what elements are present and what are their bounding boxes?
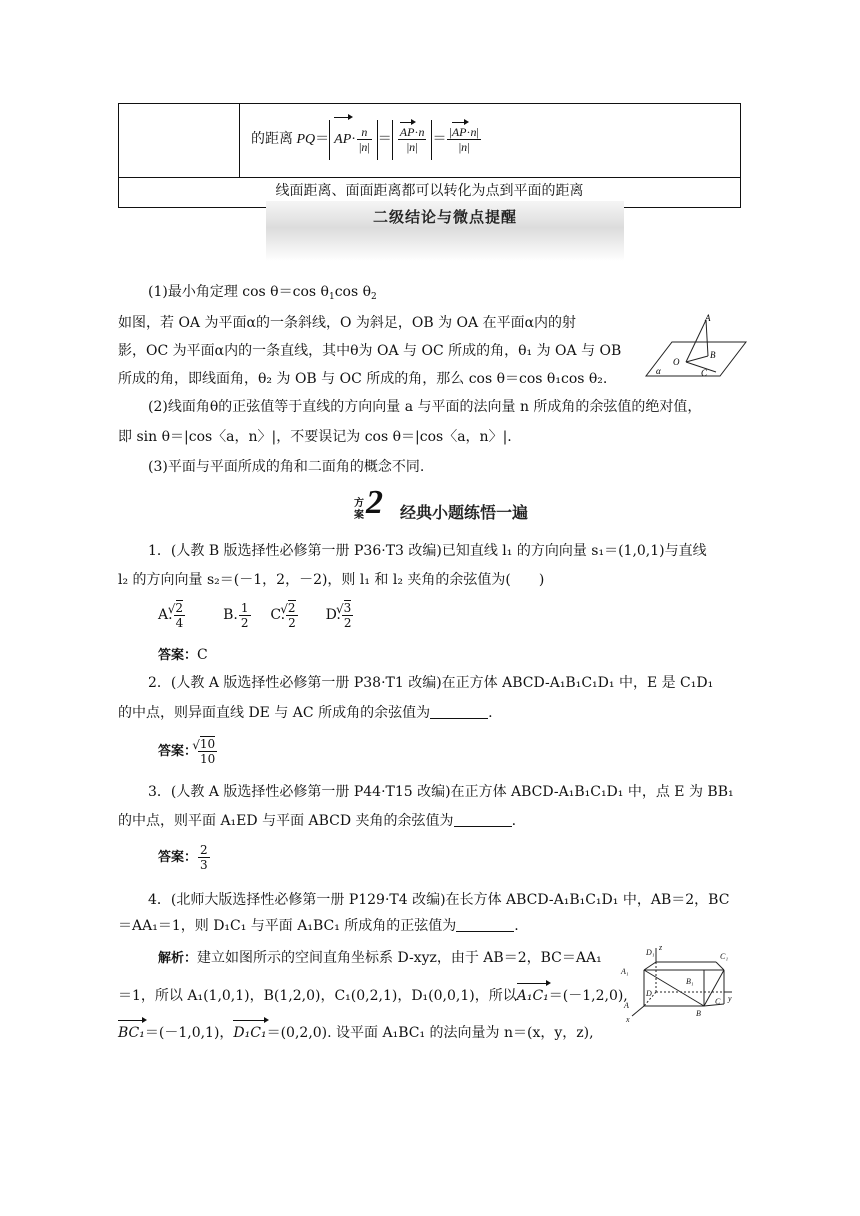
problem-2-line2 (118, 703, 742, 723)
solution-line3a: ＝(－1,0,1)， (144, 1025, 234, 1041)
label-a: A (624, 1001, 629, 1010)
option-d-num: √ 3 (344, 600, 351, 615)
label-alpha: α (656, 366, 661, 376)
problem-4-line1: 4．(北师大版选择性必修第一册 P129·T4 改编)在长方体 ABCD-A₁B₁C₁D₁ 中，AB＝2，BC (148, 892, 730, 908)
solution-line3 (118, 1023, 608, 1043)
conclusion-1-line1: 如图，若 OA 为平面α的一条斜线，O 为斜足，OB 为 OA 在平面α内的射 (118, 315, 577, 331)
answer-blank[interactable] (456, 917, 514, 932)
answer-blank[interactable] (430, 704, 488, 719)
table-row2-text: 线面距离、面面距离都可以转化为点到平面的距离 (275, 183, 584, 199)
section2-title: 经典小题练悟一遍 (400, 503, 529, 522)
answer-num: 2 (200, 842, 208, 857)
conclusion-2-line1: (2)线面角θ的正弦值等于直线的方向向量 a 与平面的法向量 n 所成角的余弦值的绝对值， (148, 399, 702, 415)
option-c-label: C. (270, 607, 286, 623)
conclusion-1-line3: 所成的角，即线面角，θ₂ 为 OB 与 OC 所成的角，那么 cos θ＝cos θ₁cos θ₂. (118, 371, 608, 387)
problem-4-line2 (118, 916, 742, 936)
option-a-label: A. (158, 607, 173, 623)
problem-3-period: . (511, 813, 517, 829)
problem-2-line1: 2．(人教 A 版选择性必修第一册 P38·T1 改编)在正方体 ABCD-A₁B₁C₁D₁ 中，E 是 C₁D₁ (148, 675, 714, 691)
solution-line2b: ＝(－1,2,0), (548, 988, 628, 1004)
segment-ab (706, 320, 708, 356)
option-b-den: 2 (240, 615, 249, 630)
problem-3-answer (158, 838, 782, 877)
solution-line1-text: 建立如图所示的空间直角坐标系 D-xyz，由于 AB＝2，BC＝AA₁ (197, 950, 602, 966)
conclusion-2-line2: 即 sin θ＝|cos〈a，n〉|，不要误记为 cos θ＝|cos〈a，n〉|. (118, 429, 512, 445)
problem-2-answer (158, 732, 782, 771)
segment-oa (686, 320, 706, 362)
option-b[interactable] (223, 600, 256, 630)
solution-label: 解析： (158, 951, 198, 966)
pq-label: PQ (296, 132, 316, 147)
vector-d1c1: D₁C₁ (233, 1025, 267, 1041)
final-fraction: $\frac{|AP\cdot n|}{|n|}$ (449, 125, 479, 155)
label-x: x (626, 1015, 630, 1024)
solution-line1 (158, 948, 618, 969)
distance-label: 的距离 (251, 132, 297, 147)
label-b: B (710, 350, 716, 360)
option-a[interactable] (158, 600, 191, 630)
option-c-den: 2 (288, 615, 296, 630)
abs-ap-n-over-norm: AP· $\frac{n}{|n|}$ (329, 120, 378, 160)
section2-tag-bottom: 案 (354, 510, 364, 521)
problem-2-period: . (488, 705, 493, 721)
solution-line2a: ＝1，所以 A₁(1,0,1)，B(1,2,0)，C₁(0,2,1)，D₁(0,0,1)，所以 (118, 988, 517, 1004)
solution-line3b: ＝(0,2,0). 设平面 A₁BC₁ 的法向量为 n＝(x，y，z), (266, 1025, 594, 1041)
option-d-den: 2 (343, 615, 352, 630)
solution-line2 (118, 986, 628, 1006)
label-c1: C₁ (720, 952, 729, 961)
problem-3-line2-text: 的中点，则平面 A₁ED 与平面 ABCD 夹角的余弦值为 (118, 813, 454, 829)
label-d: D (646, 989, 652, 998)
answer-den: 3 (200, 857, 208, 872)
conclusion-1-title-text: (1)最小角定理 cos θ＝cos θ (148, 284, 329, 300)
option-b-num: 1 (240, 600, 249, 615)
problem-2-line2-text: 的中点，则异面直线 DE 与 AC 所成角的余弦值为 (118, 705, 431, 721)
option-b-label: B. (223, 607, 238, 623)
conclusion-1-title: (1)最小角定理 cos θ＝cos $\theta_1\cos$ $\theta_2$ (148, 284, 377, 302)
table-row1-formula: 的距离 PQ＝ AP· $\frac{n}{|n|}$ ＝ $\frac{AP\cdot n}{|n|}$ ＝ $\frac{|AP\cdot n|}{|n|}$ (251, 120, 482, 160)
answer-blank[interactable] (454, 812, 512, 827)
answer-label: 答案： (158, 648, 198, 663)
option-c-num: √ 2 (288, 600, 295, 615)
answer-num: √ 10 (200, 736, 215, 751)
table-divider-vertical (239, 104, 240, 177)
option-c[interactable] (270, 600, 303, 630)
option-d[interactable] (325, 600, 355, 630)
section-banner-title: 二级结论与微点提醒 (372, 208, 517, 226)
label-a1: A₁ (621, 967, 629, 976)
conclusion-3: (3)平面与平面所成的角和二面角的概念不同. (148, 459, 425, 475)
problem-1-line2: l₂ 的方向向量 s₂＝(－1，2，－2)，则 l₁ 和 l₂ 夹角的余弦值为( ) (118, 572, 545, 588)
answer-label: 答案： (158, 850, 198, 865)
label-o: O (673, 357, 680, 367)
option-a-num: √ 2 (176, 600, 183, 615)
table-divider-horizontal (119, 177, 740, 178)
distance-table (118, 103, 741, 208)
problem-3-line2 (118, 811, 742, 831)
option-a-den: 4 (175, 615, 184, 630)
problem-1-answer (158, 645, 782, 666)
section2-header (350, 484, 570, 526)
answer-den: 10 (200, 751, 216, 766)
answer-value: C (197, 647, 208, 663)
section2-tag-top: 方 (354, 498, 364, 509)
equals-sign: ＝ (315, 132, 330, 147)
oblique-line-figure (642, 312, 752, 384)
cuboid-figure (618, 942, 748, 1028)
label-z: z (659, 943, 663, 952)
problem-1-line1: 1．(人教 B 版选择性必修第一册 P36·T3 改编)已知直线 l₁ 的方向向量 s₁＝(1,0,1)与直线 (148, 543, 707, 559)
label-y: y (728, 994, 732, 1003)
vector-a1c1: A₁C₁ (516, 988, 549, 1004)
problem-1-options (158, 596, 782, 634)
label-d1: D₁ (646, 948, 655, 957)
option-d-label: D. (325, 607, 341, 623)
answer-label: 答案： (158, 744, 198, 759)
problem-3-line1: 3．(人教 A 版选择性必修第一册 P44·T15 改编)在正方体 ABCD-A₁B₁C₁D₁ 中，点 E 为 BB₁ (148, 784, 734, 800)
label-b1: B₁ (686, 977, 694, 986)
segment-ob (686, 356, 708, 362)
label-c: C (701, 368, 708, 378)
label-c: C (715, 997, 721, 1006)
vector-bc1: BC₁ (118, 1025, 145, 1041)
problem-4-line2-text: ＝AA₁＝1，则 D₁C₁ 与平面 A₁BC₁ 所成角的正弦值为 (118, 918, 457, 934)
label-b: B (696, 1009, 701, 1018)
section2-number: 2 (366, 484, 383, 521)
abs-dot-over-norm: $\frac{AP\cdot n}{|n|}$ (392, 120, 433, 160)
problem-4-period: . (514, 918, 519, 934)
label-a: A (705, 313, 711, 323)
conclusion-1-line2: 影，OC 为平面α内的一条直线，其中θ为 OA 与 OC 所成的角，θ₁ 为 OA 与 OB (118, 343, 622, 359)
